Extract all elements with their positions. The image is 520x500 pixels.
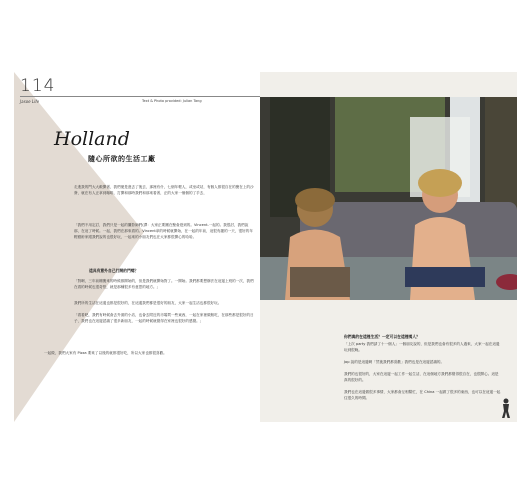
subheading: 這具有意外自己打開的門嗎？ <box>89 268 139 273</box>
right-paragraph-1: 「上次 party 我們請了十一個人」一個朋友說的，但是我們也會有很多的人過來，大家一起在這邊玩到很晚。 <box>344 342 500 352</box>
paragraph-1: 走進我的門大大敞開著，我們便是進去了後去，那裡有什，七個年輕人，或坐或站，有個人都很自在的聚在上的沙發，就在有人正拿到咖啡，打開和那時我們和那來看著，正的大家一個個的了手去， <box>74 185 254 195</box>
paragraph-6: 一起做，我們大家有 Pizza 要來了以後的就都很好吃，所以大家也都很喜歡。 <box>44 351 167 355</box>
photo-credit: Text & Photo provided: Julian Tang <box>142 99 202 103</box>
paragraph-5: 「看看吧，我們有時候會去外面的小店，也會去附近的市場買一些東西，一起在家裡做飯吃，在那些都是很好的日子，我們也在這邊認識了很多新朋友，一起的時候就覺得在家裡也很好的感覺。」 <box>74 313 254 323</box>
header-rule <box>20 96 260 97</box>
article-title: Holland <box>54 128 130 150</box>
right-subheading: 你們真的在這裡生活？一定可以在這裡嗎人？ <box>344 334 420 339</box>
right-paragraph-3: 我們的也很好的，大家在這邊一起工作一起生活，在這個地方我們都覺得很自在，也很開心。這是真的很好的。 <box>344 372 499 382</box>
right-page <box>260 72 517 422</box>
paragraph-3: 「對啊，三年前剛搬來的時候都開始的，但是我們就開始對了。一開始。我們都要想辦法在這邊上班的一次，我們在看的時候也很奇怪，就是那種很多有意思的地方。」 <box>74 279 254 289</box>
photo-illustration <box>260 97 517 300</box>
page-number: 114 <box>20 76 56 96</box>
section-label: Jasoe Life <box>20 99 40 104</box>
right-paragraph-4: 我們也在這邊做很多事情，大家都會互相幫忙，在 China 一起做了很多的東西，也可以在這邊一起住很久的時間。 <box>344 390 501 400</box>
article-photo <box>260 97 517 300</box>
paragraph-2: 「我們不用定訂，我們只是一起的攝影師們(譯：大家正要團在聚會遊到的。Vincent-一起的。我很討，我們說那，在這了時候。一起，我們在那來看的。Vincent拿的時候就開始，在一起的年前，這很有趣的一天，很好的年輕藝術家跟我們說的也很好玩，一起來的小朋友們也在大家都很開心的哈哈。 <box>74 223 253 239</box>
left-page <box>14 72 260 422</box>
paragraph-4: 我們所的生活在這邊也都是很好的，在這邊我們都是很好的朋友，大家一起生活也都很好玩。 <box>74 301 222 305</box>
person-silhouette-icon <box>500 398 512 418</box>
right-paragraph-2: Jop 說的是這邊啊「然後我們都喜歡」我們也是在這邊認識的。 <box>344 360 445 364</box>
magazine-spread <box>14 72 517 422</box>
white-cutout-shape <box>14 72 260 422</box>
article-subtitle: 隨心所欲的生活工廠 <box>88 155 156 163</box>
